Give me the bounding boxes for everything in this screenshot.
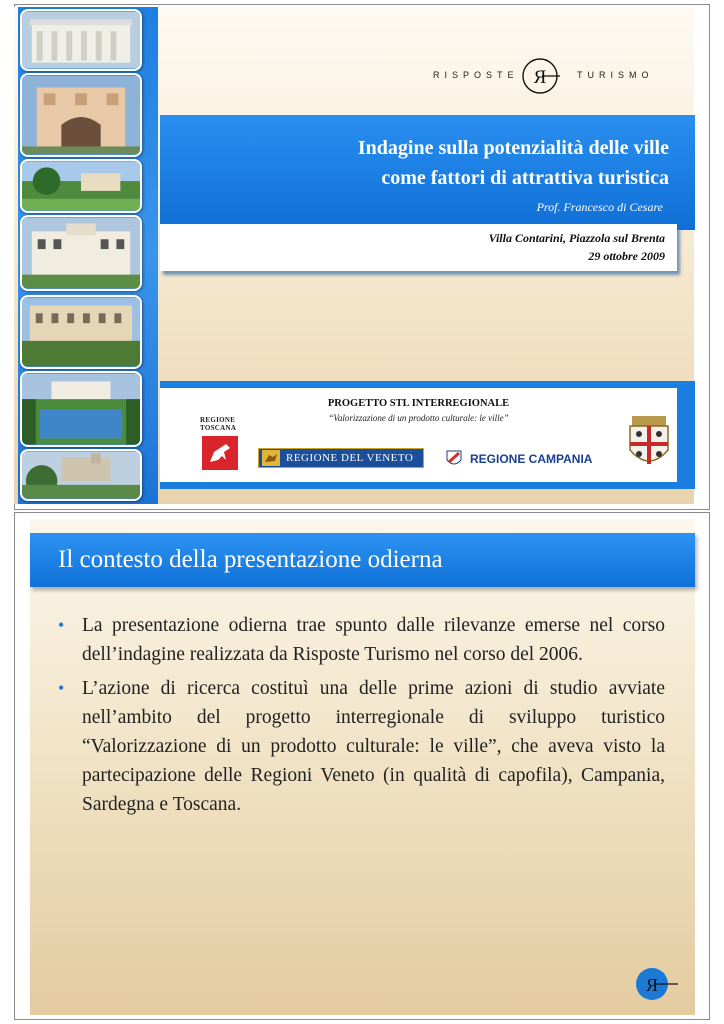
- villa-photo-5: [20, 295, 142, 369]
- title-box: [160, 115, 695, 230]
- bullet-symbol: •: [58, 678, 65, 698]
- risposte-turismo-brand: [415, 62, 675, 92]
- brand-right-text: TURISMO: [577, 70, 654, 80]
- bullet-text-1: La presentazione odierna trae spunto dalle rilevanze emerse nel corso dell’indagine realizzata da Risposte Turismo nel corso del 2006.: [82, 615, 665, 665]
- bullet-item-2: [58, 674, 665, 819]
- lion-icon: [261, 449, 281, 467]
- bullet-item-1: [58, 611, 665, 669]
- toscana-line-2: TOSCANA: [200, 424, 237, 432]
- rt-monogram-icon: [520, 56, 560, 96]
- slide-2-header: [30, 533, 695, 587]
- pegasus-icon: [200, 434, 240, 472]
- rt-monogram-icon: [634, 966, 678, 1002]
- villa-photo-6: [20, 371, 142, 447]
- project-box: [160, 381, 695, 489]
- villa-photo-3: [20, 159, 142, 213]
- villa-photo-7: [20, 449, 142, 501]
- campania-label: REGIONE CAMPANIA: [470, 452, 593, 466]
- villa-photo-1: [20, 9, 142, 71]
- title-line-1: Indagine sulla potenzialità delle ville: [357, 137, 669, 159]
- svg-text:Я: Я: [645, 975, 659, 995]
- veneto-label: REGIONE DEL VENETO: [286, 452, 414, 464]
- project-title: PROGETTO STL INTERREGIONALE: [327, 398, 510, 409]
- bullet-list: [58, 611, 665, 824]
- toscana-line-1: REGIONE: [200, 416, 236, 424]
- regione-veneto-logo: [258, 448, 424, 468]
- sardegna-crest-icon: [626, 416, 672, 474]
- villa-photo-strip: [18, 7, 158, 504]
- regione-campania-logo: [446, 450, 616, 470]
- venue-box: [160, 224, 677, 271]
- bullet-symbol: •: [58, 615, 65, 635]
- title-line-2: come fattori di attrattiva turistica: [381, 167, 669, 189]
- project-subtitle: “Valorizzazione di un prodotto culturale: le ville”: [328, 413, 509, 423]
- bullet-text-2: L’azione di ricerca costituì una delle prime azioni di studio avviate nell’ambito del progetto interregionale di sviluppo turistico “Valorizzazione di un prodotto culturale: le ville”, che aveva visto la partecipazione delle Regioni Veneto (in qualità di capofila), Campania, Sardegna e Toscana.: [82, 678, 665, 815]
- villa-photo-4: [20, 215, 142, 291]
- project-box-inner: [160, 388, 677, 482]
- regione-toscana-logo: [200, 416, 244, 476]
- svg-text:Я: Я: [533, 67, 547, 88]
- slide-2-title: Il contesto della presentazione odierna: [58, 546, 443, 573]
- date: 29 ottobre 2009: [588, 249, 665, 263]
- campania-shield-icon: [446, 450, 462, 468]
- author: Prof. Francesco di Cesare: [536, 200, 663, 214]
- venue: Villa Contarini, Piazzola sul Brenta: [488, 231, 665, 245]
- brand-left-text: RISPOSTE: [433, 70, 519, 80]
- villa-photo-2: [20, 73, 142, 157]
